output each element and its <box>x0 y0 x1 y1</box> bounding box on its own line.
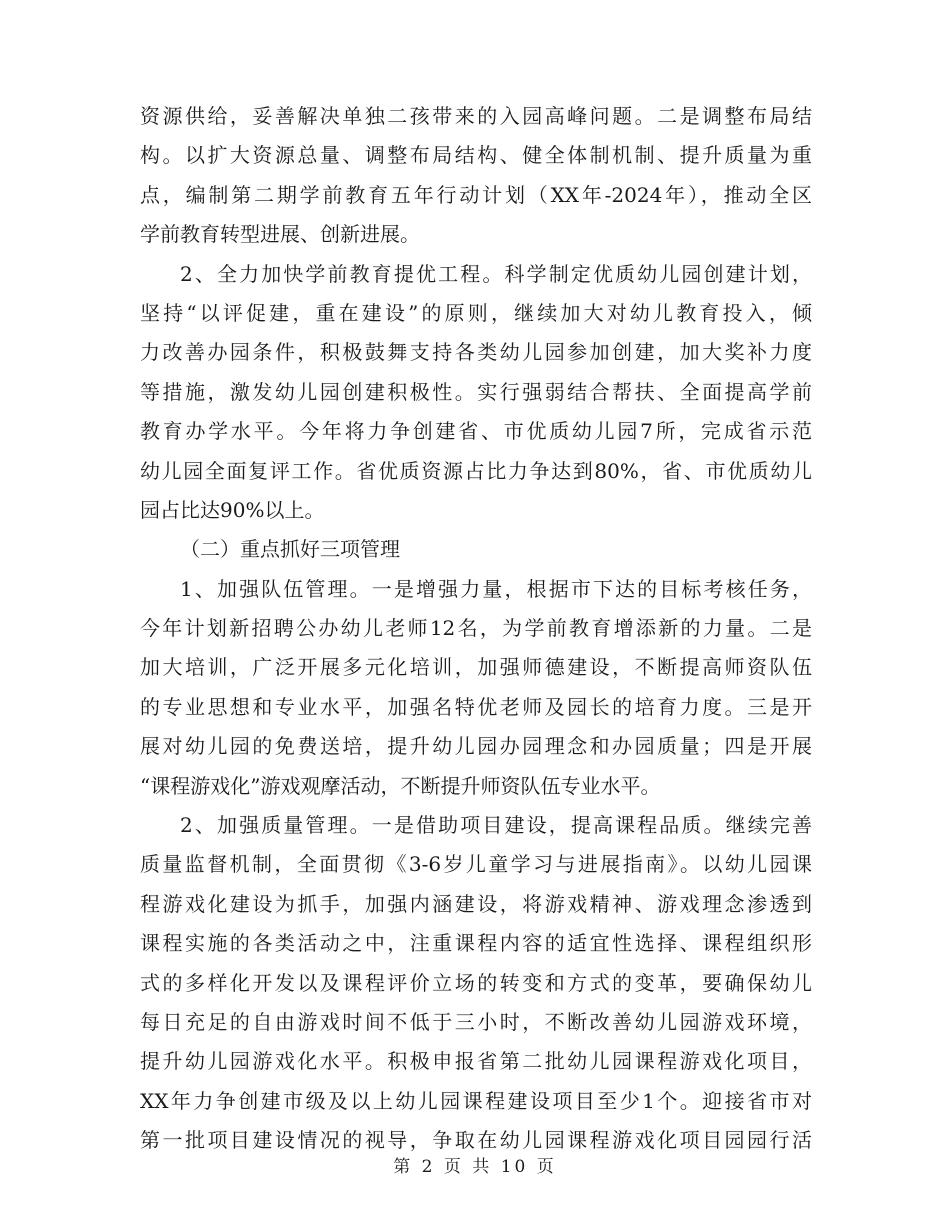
text-line: 等措施，激发幼儿园创建积极性。实行强弱结合帮扶、全面提高学前 <box>140 379 812 404</box>
paragraph-start-line: 2、加强质量管理。一是借助项目建设，提高课程品质。继续完善 <box>180 813 812 838</box>
text-line: XX年力争创建市级及以上幼儿园课程建设项目至少1个。迎接省市对 <box>140 1088 812 1113</box>
text-line: 的专业思想和专业水平，加强名特优老师及园长的培育力度。三是开 <box>140 694 812 719</box>
text-line: 今年计划新招聘公办幼儿老师12名，为学前教育增添新的力量。二是 <box>140 616 812 641</box>
text-line: “课程游戏化”游戏观摩活动，不断提升师资队伍专业水平。 <box>140 773 661 798</box>
text-line: 每日充足的自由游戏时间不低于三小时，不断改善幼儿园游戏环境， <box>140 1009 812 1034</box>
text-line: 幼儿园全面复评工作。省优质资源占比力争达到80%，省、市优质幼儿 <box>140 458 812 483</box>
paragraph-start-line: 2、全力加快学前教育提优工程。科学制定优质幼儿园创建计划， <box>180 261 812 286</box>
text-line: 坚持“以评促建，重在建设”的原则，继续加大对幼儿教育投入，倾 <box>140 300 812 325</box>
section-heading: （二）重点抓好三项管理 <box>180 537 400 562</box>
text-line: 加大培训，广泛开展多元化培训，加强师德建设，不断提高师资队伍 <box>140 655 812 680</box>
page-number-footer: 第 2 页 共 10 页 <box>393 1157 557 1177</box>
document-body <box>140 97 812 1161</box>
text-line: 点，编制第二期学前教育五年行动计划（XX年-2024年），推动全区 <box>140 182 812 207</box>
text-line: 园占比达90%以上。 <box>140 497 325 522</box>
text-line: 提升幼儿园游戏化水平。积极申报省第二批幼儿园课程游戏化项目， <box>140 1049 812 1074</box>
text-line: 资源供给，妥善解决单独二孩带来的入园高峰问题。二是调整布局结 <box>140 104 812 128</box>
text-line: 式的多样化开发以及课程评价立场的转变和方式的变革，要确保幼儿 <box>140 970 812 995</box>
text-line: 构。以扩大资源总量、调整布局结构、健全体制机制、提升质量为重 <box>140 143 812 168</box>
text-line: 展对幼儿园的免费送培，提升幼儿园办园理念和办园质量；四是开展 <box>140 734 812 759</box>
paragraph-start-line: 1、加强队伍管理。一是增强力量，根据市下达的目标考核任务， <box>180 576 812 601</box>
text-line: 课程实施的各类活动之中，注重课程内容的适宜性选择、课程组织形 <box>140 931 812 956</box>
text-line: 教育办学水平。今年将力争创建省、市优质幼儿园7所，完成省示范 <box>140 419 812 444</box>
text-line: 程游戏化建设为抓手，加强内涵建设，将游戏精神、游戏理念渗透到 <box>140 891 812 916</box>
text-line: 学前教育转型进展、创新进展。 <box>140 222 420 247</box>
text-line: 第一批项目建设情况的视导，争取在幼儿园课程游戏化项目园园行活 <box>140 1128 812 1153</box>
text-line: 力改善办园条件，积极鼓舞支持各类幼儿园参加创建，加大奖补力度 <box>140 340 812 365</box>
text-line: 质量监督机制，全面贯彻《3-6岁儿童学习与进展指南》。以幼儿园课 <box>140 852 812 877</box>
